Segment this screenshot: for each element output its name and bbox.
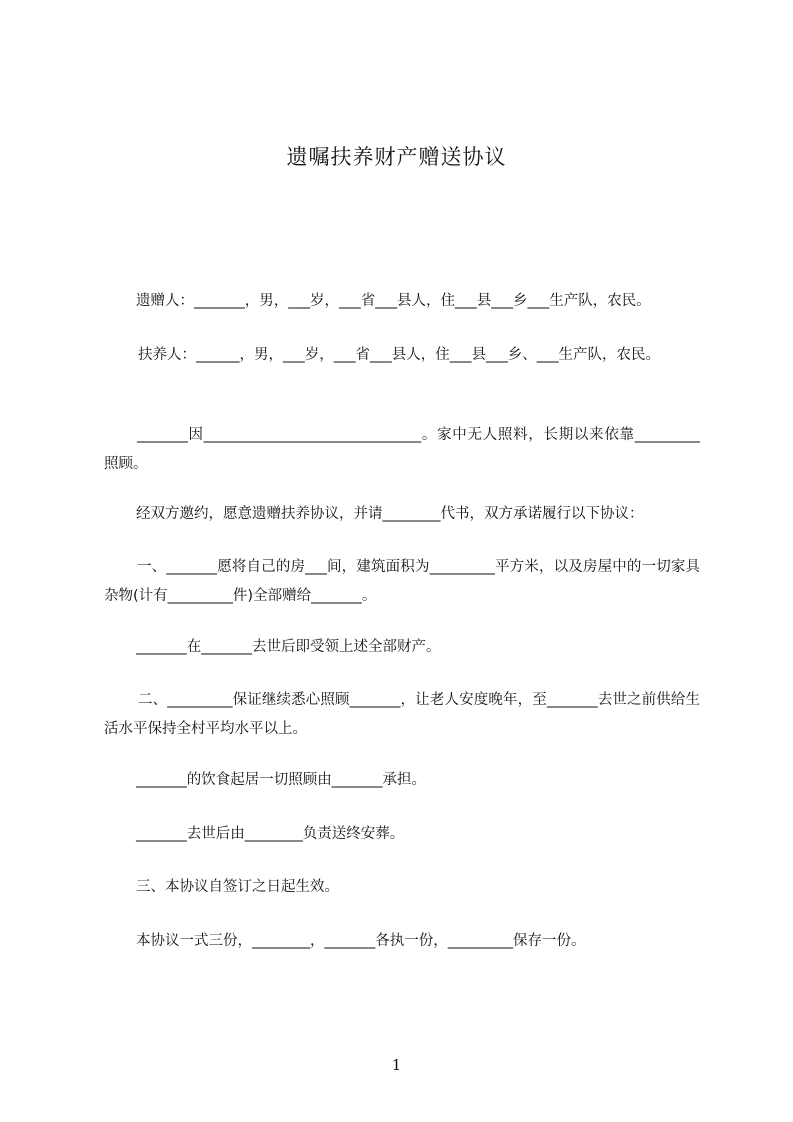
clause-two-care: _______的饮食起居一切照顾由_______承担。 — [136, 772, 426, 788]
clause-three: 三、本协议自签订之日起生效。 — [136, 879, 339, 895]
clause-one: 一、_______愿将自己的房___间，建筑面积为_________平方米，以及房屋中的一切家具杂物(计有_________件)全部赠给_______。 — [104, 559, 700, 604]
paragraph-reason: _______因______________________________。家中无人照料，长期以来依靠_________照顾。 — [104, 427, 700, 472]
paragraph-caregiver: 扶养人：______，男，___岁，___省___县人，住___县___乡、___生产队，农民。 — [138, 347, 660, 363]
copies-clause: 本协议一式三份，________，_______各执一份，_________保存一份。 — [136, 933, 586, 949]
document-title: 遗嘱扶养财产赠送协议 — [286, 145, 507, 169]
page-number: 1 — [391, 1056, 402, 1074]
paragraph-testator: 遗赠人：_______，男，___岁，___省___县人，住___县___乡___生产队，农民。 — [136, 293, 651, 309]
clause-one-receipt: _______在_______去世后即受领上述全部财产。 — [136, 639, 441, 655]
clause-two: 二、_________保证继续悉心照顾_______，让老人安度晚年，至_______去世之前供给生活水平保持全村平均水平以上。 — [104, 692, 700, 737]
paragraph-invitation: 经双方邀约，愿意遗赠扶养协议，并请________代书，双方承诺履行以下协议： — [136, 506, 644, 522]
clause-two-funeral: _______去世后由________负责送终安葬。 — [136, 826, 405, 842]
